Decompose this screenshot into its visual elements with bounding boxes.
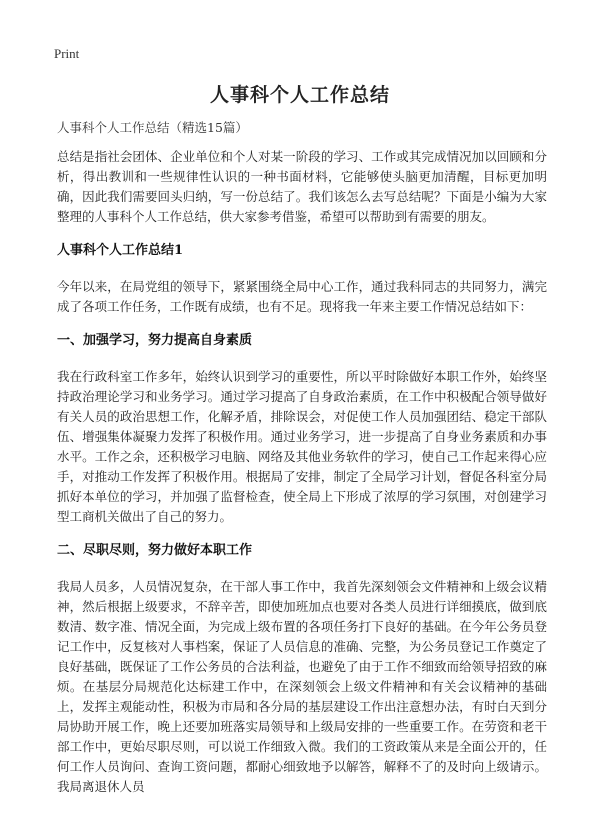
page-title: 人事科个人工作总结: [209, 84, 390, 106]
print-link[interactable]: Print: [54, 46, 80, 61]
document-subtitle: 人事科个人工作总结（精选15篇）: [57, 120, 248, 135]
section-paragraph: 今年以来，在局党组的领导下，紧紧围绕全局中心工作，通过我科同志的共同努力，满完成了各项工作任务，工作既有成绩，也有不足。现将我一年来主要工作情况总结如下：: [57, 279, 547, 314]
subsection-heading: 二、尽职尽则，努力做好本职工作: [57, 543, 253, 558]
section-heading: 人事科个人工作总结1: [57, 243, 184, 258]
document-body: [57, 119, 547, 811]
subsection-paragraph: 我在行政科室工作多年，始终认识到学习的重要性，所以平时除做好本职工作外，始终坚持政治理论学习和业务学习。通过学习提高了自身政治素质，在工作中积极配合领导做好有关人员的政治思想工作，化解矛盾，排除误会，对促使工作人员加强团结、稳定干部队伍、增强集体凝聚力发挥了积极作用。通过业务学习，进一步提高了自身业务素质和办事水平。工作之余，还积极学习电脑、网络及其他业务软件的学习，使自己工作起来得心应手，对推动工作发挥了积极作用。根据局了安排，制定了全局学习计划，督促各科室分局抓好本单位的学习，并加强了监督检查，使全局上下形成了浓厚的学习氛围，对创建学习型工商机关做出了自己的努力。: [57, 369, 547, 524]
subsection-heading: 一、加强学习，努力提高自身素质: [57, 333, 253, 348]
subsection-paragraph: 我局人员多，人员情况复杂，在干部人事工作中，我首先深刻领会文件精神和上级会议精神，然后根据上级要求，不辞辛苦，即使加班加点也要对各类人员进行详细摸底，做到底数清、数字准、情况全面，为完成上级布置的各项任务打下良好的基础。在今年公务员登记工作中，反复核对人事档案，保证了人员信息的准确、完整，为公务员登记工作奠定了良好基础，既保证了工作公务员的合法利益，也避免了由于工作不细致而给领导招致的麻烦。在基层分局规范化达标建工作中，在深刻领会上级文件精神和有关会议精神的基础上，发挥主观能动性，积极为市局和各分局的基层建设工作出注意想办法，有时白天到分局协助开展工作，晚上还要加班落实局领导和上级局安排的一些重要工作。在劳资和老干部工作中，更始尽职尽则，可以说工作细致入微。我们的工资政策从来是全面公开的，任何工作人员询问、查询工资问题，都耐心细致地予以解答，解释不了的及时向上级请示。我局离退休人员: [57, 579, 547, 794]
intro-paragraph: 总结是指社会团体、企业单位和个人对某一阶段的学习、工作或其完成情况加以回顾和分析，得出教训和一些规律性认识的一种书面材料，它能够使头脑更加清醒，目标更加明确，因此我们需要回头归纳，写一份总结了。我们该怎么去写总结呢？下面是小编为大家整理的人事科个人工作总结，供大家参考借鉴，希望可以帮助到有需要的朋友。: [57, 149, 547, 224]
